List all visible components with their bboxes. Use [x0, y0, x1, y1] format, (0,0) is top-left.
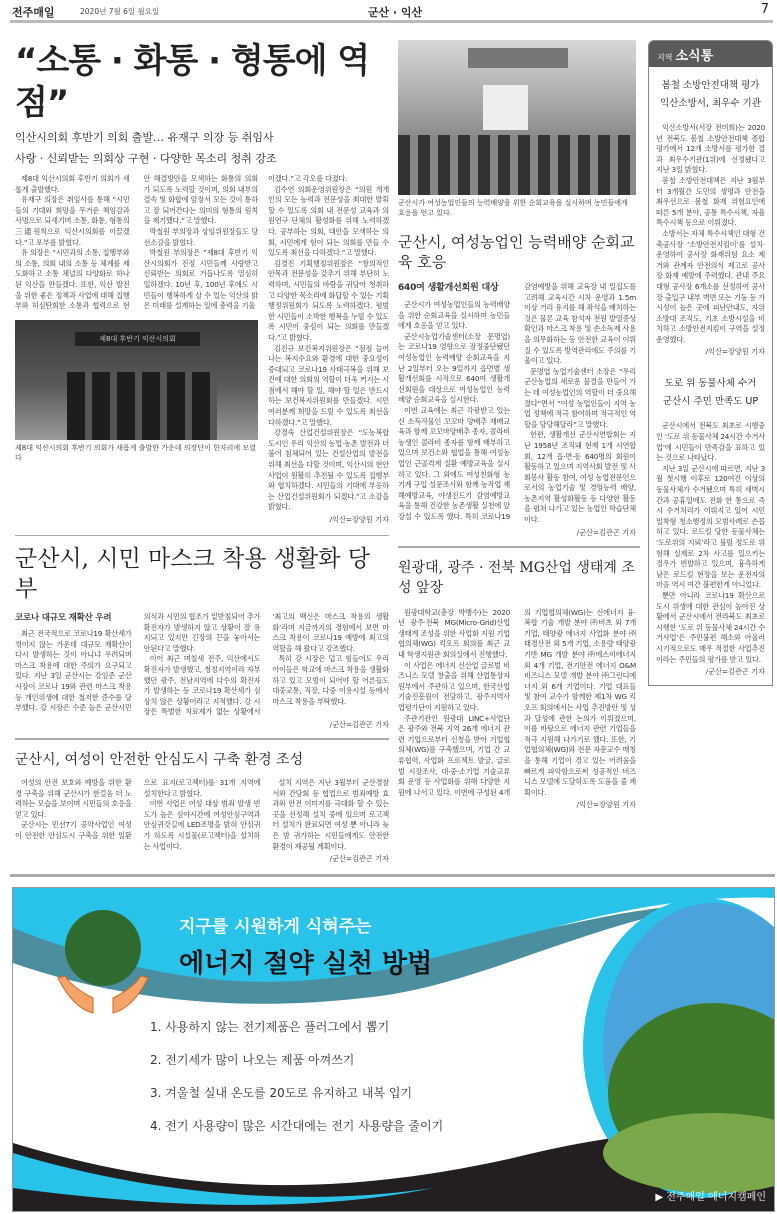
- article1-byline: /익산=장양원 기자: [329, 515, 389, 524]
- paragraph: 김진규 보건복지위원장은 “점점 늘어나는 복지수요와 환경에 대한 중요성이 증대되고 코로나19 사태극복을 위해 보건에 대한 의회의 역할이 더욱 커지는 시점에서 해야 할 일, 해야 할 일은 반드시 하는 보건복지위원회를 만들겠다. 시민 여러분께 희망을 드릴 수 있도록 최선을 다하겠다.”고 말했다.: [268, 343, 389, 427]
- paragraph: 박철원 부의장은 “제8대 후반기 익산시의회가 진정 시민들께 사랑받고 신뢰받는 의회로 거듭나도록 열심히 일하겠다. 10년 후, 100년 후에도 시민들이 행복하게 살 수 있는 익산의 밝은 미래를 설계하는 일에 총력을 기울: [143, 248, 258, 311]
- article5-body: [15, 778, 389, 852]
- paragraph: 소방서는 자체 특수시책인 대형 건축공사장 ‘소방안전지킴이’를 설치·운영하여 공사장 화재위험 요소 제거와 관계자 안전의식 제고로 공사장 화재 예방에 주력했다. 관내 주요 대형 공사장 6개소를 선정하여 공사장 출입구 내부 벽면 또는 기둥 등 가시성이 높은 곳에 피난안내도, 자위소방대 조직도, 기초 소방시설을 비치하고 소방안전지킴이 구역을 설정 운영했다.: [656, 228, 765, 344]
- paragraph: 이 사업은 에너지 신산업 글로벌 비즈니스 모델 창출을 위해 산업통상자원부에서 주관하고 있으며, 한국산업기술진흥원이 전담하고, 광주지역사업평가단이 지원하고 있다.: [398, 660, 510, 712]
- energy-tip: 4. 전기 사용량이 많은 시간대에는 전기 사용량을 줄이기: [150, 1119, 444, 1134]
- article2-byline: /군산=김관곤 기자: [576, 527, 636, 537]
- sidebar-header: [649, 41, 772, 67]
- section-title: 군산 · 익산: [367, 6, 423, 19]
- paragraph: 뿐만 아니라 코로나19 확산으로 도시 위생에 대한 관심이 높아진 상황에서 군산시에서 전라북도 최초로 시행한 ‘도로 위 동물사체 24시간 수거사업’은 주민불편 해소와 아울러 시기적으로도 매우 적절한 사업추진이라는 주민들의 평가를 받고 있다.: [656, 590, 765, 664]
- sidebar-item-byline: /익산=장양원 기자: [705, 347, 765, 357]
- ad-footer-text: 전주매일 에너지캠페인: [666, 1192, 766, 1204]
- page-number: 7: [760, 2, 769, 17]
- divider: [398, 546, 640, 548]
- paragraph: 제8대 익산시의회 후반기 의회가 새롭게 출발했다.: [15, 174, 130, 194]
- audience: [398, 135, 636, 195]
- energy-tip: 2. 전기세가 많이 나오는 제품 아껴쓰기: [150, 1053, 355, 1068]
- page-header: [10, 0, 773, 26]
- paragraph: 강경숙 산업건설위원장은 “도농복합도시인 우리 익산의 농업·농촌 발전과 더불어 침체되어 있는 건설산업의 발전을 위해 최선을 다할 것이며, 익산시의 현안사업이 원활히 추진될 수 있도록 집행부와 협치하겠다. 시민들의 기대에 부응하는 산업건설위원회가 되겠다.”고 소감을 밝혔다.: [268, 428, 389, 512]
- paragraph: 지난 3일 군산시에 따르면, 지난 3월 첫시행 이후로 120여건 이상의 동물사체가 수거됐으며 특히 새벽시간과 공휴일에도 전화 한 통으로 즉시 수거처리가 이뤄지고 있어 시민 밀착형 청소행정의 모범사례로 손꼽히고 있다. 로드킬 당한 동물사체는 ‘도로위의 지뢰’라고 불릴 정도로 위험해 실제로 2차 사고를 일으키는 경우가 빈발하고 있으며, 흉측하게 남은 로드킬 현장을 보는 운전자의 마음 역시 여간 불편한게 아니었다.: [656, 463, 765, 590]
- energy-campaign-ad: [12, 887, 775, 1212]
- paragraph: 군산시에서 전북도 최초로 시행중인 ‘도로 위 동물사체 24시간 수거사업’에 시민들이 만족감을 표하고 있는 것으로 나타났다.: [656, 421, 765, 463]
- sidebar-item-title: 봄철 소방안전대책 평가: [661, 80, 760, 91]
- local-news-sidebar: [648, 40, 773, 686]
- article3-headline: 원광대, 광주 · 전북 MG산업 생태계 조성 앞장: [398, 559, 635, 596]
- sidebar-item-title: 군산시 주민 만족도 UP: [662, 396, 759, 408]
- issue-date: 2020년 7월 6일 월요일: [80, 7, 160, 16]
- sidebar-item-byline: /군산=김관곤 기자: [705, 667, 765, 677]
- page-body: [0, 40, 777, 864]
- paragraph: 김수연 의회운영위원장은 “의원 개개인의 모든 능력과 전문성을 최대한 발휘할 수 있도록 의회 내 전문성 교육과 의원연구 단체의 활성화를 위해 노력하겠다. 공부하는 의회, 대안을 모색하는 의회, 시민에게 힘이 되는 의회를 만들 수 있도록 최선을 다하겠다.”고 말했다.: [268, 184, 389, 258]
- sidebar-item: [649, 77, 772, 357]
- paragraph: 익산소방서(서장 전미희)는 2020년 전북도 봄철 소방안전대책 종합평가에서 12개 소방서를 평가한 결과 최우수기관(1위)에 선정됐다고 지난 3일 밝혔다.: [656, 123, 765, 175]
- article4-headline: 군산시, 시민 마스크 착용 생활화 당부: [15, 546, 370, 602]
- article2-body: [398, 282, 636, 526]
- article2-headline: 군산시, 여성농업인 능력배양 순회교육 호응: [398, 233, 635, 271]
- article1-body-b: [268, 174, 389, 513]
- divider: [15, 535, 389, 536]
- paragraph: 주관기관인 원광대 LINC+사업단은 광주와 전북 지역 26개 에너지 관련 기업으로부터 신청을 받아 기업협의체(WG)를 구축했으며, 기업 간 교류협력, 사업화 프로젝트 발굴, 글로벌 시장조사, 대·중·소기업 기술교류회 운영 등 사업화를 위해 다양한 지원에 나서고 있다. 이번에 구성된 4개의 기업협의체(WG)는 신에너지 융·복합 기술 개발 분야 ㈜비츠 외 7개 기업, 태양광 에너지 사업화 분야 ㈜태경산전 외 5개 기업, 소용량 태양광 기반 MG 개발 분야 ㈜에스이에너지 외 4개 기업, 전기안전 에너지 O&M 비즈니스 모델 개발 분야 ㈜그린디에너지 외 6개 기업이다. 기업 대표들 및 참여 교수가 함께한 제1차 WG 킥오프 회의에서는 사업 추진방안 및 성과 달성에 관한 논의가 이뤄졌으며, 이를 바탕으로 에너지 관련 기업들을 적극 지원해 나가기로 했다. 또한, 기업협의체(WG)와 전문 자문교수 매칭을 통해 기업이 겪고 있는 어려움을 빠르게 파악함으로써 성공적인 비즈니스 모델에 도달하도록 도움을 줄 계획이다.: [398, 607, 636, 797]
- paragraph: 원광대학교(총장 박맹수)는 2020년 광주·전북 MG(Micro-Grid)산업 생태계 조성을 위한 사업화 지원 기업협의체(WG) 킥오프 회의를 최근 교내 학생지원관 회의실에서 진행했다.: [398, 607, 510, 660]
- article5-byline: /군산=김관곤 기자: [329, 854, 389, 864]
- article5-headline: 군산시, 여성이 안전한 안심도시 구축 환경 조성: [15, 751, 304, 768]
- ad-background: [13, 888, 775, 1212]
- newspaper-brand: 전주매일: [12, 6, 55, 19]
- sidebar-item: [649, 375, 772, 677]
- paragraph: 이어 최근 며칠새 전주, 익산에서도 확진자가 발생했고, 청정지역이라 자부했던 광주, 전남지역에 다수의 확진자가 발생하는 등 코로나19 확산세가 심상치 않은 상황이라고 지적했다. 강 시장은 특별한 치료제가 없는 상황에서 ‘최고의 백신은 마스크 착용의 생활화’라며 지금까지의 경험에서 보면 마스크 착용이 코로나19 예방에 최고의 역할을 해 왔다고 강조했다.: [143, 612, 389, 717]
- paragraph: 문명엽 농업기술센터 소장은 “우리 군산농업의 새로운 물결을 만들어 가는 데 여성농업인의 역할이 더 중요해졌다”면서 “여성 농업인들이 지역 농업 정책에 적극 참여하며 적극적인 역할을 담당해달라”고 말했다.: [524, 366, 636, 429]
- sidebar-item-title: 익산소방서, 최우수 기관: [660, 98, 761, 109]
- sidebar-label-small: 지역: [657, 53, 673, 62]
- paragraph: 이번 교육에는 최근 각광받고 있는 신 소득작물인 꼬꼬마 양배추 재배교육과 함께 꼬꼬마양배추 종자, 콜라비 농생인 콜라비 종자를 함께 배부하고 있으며 보건소와 협업을 통해 여성농업인 근골격계 질환 예방교육을 실시하고 있다. 그 외에도 여성친화형 농기계 구입 설문조사와 함께 농작업 재해예방교육, 야생진드기 감염예방교육을 통해 건강한 농촌생활 실천에 앞장설 수 있도록 했다. 특히 코로나19 감염예방을 위해 교육장 내 밀집도를 고려해 교육시간 시차 운영과 1.5m 이상 거리 유지를 해 좌석을 배치하는 것은 물론 교육 참석자 전원 발열증상 확인과 마스크 착용 및 손소독제 사용을 의무화하는 등 안전한 교육이 이뤄질 수 있도록 방역관리에도 주의를 기울이고 있다.: [398, 282, 636, 521]
- education-session-photo: [398, 40, 636, 195]
- article1-headline: “소통 · 화통 · 형통에 역점”: [15, 41, 370, 123]
- projection-screen: [483, 85, 528, 130]
- paragraph: 설치 지역은 지난 3월부터 군산경찰서와 간담회 등 협업으로 범죄예방 효과와 안전 이미지를 극대화 할 수 있는 곳을 선정해 설치 중에 있으며 로고젝터 설치가 완료되면 여성 뿐 아니라 늦은 밤 귀가하는 시민들에게도 안전한 환경이 제공될 계획이다.: [272, 777, 389, 851]
- divider: [15, 738, 389, 740]
- sidebar-label-big: 소식통: [675, 49, 714, 64]
- paragraph: 봄철 소방안전대책은 지난 3월부터 3개월간 도민의 생명과 안전을 최우선으로 봄철 화재 위험요인에 따른 5개 분야, 공통 특수시책, 자율 특수시책 등으로 이뤄졌다.: [656, 175, 765, 228]
- header-rule: [10, 20, 773, 23]
- paragraph: 특히 강 시장은 덥고 힘들어도 우리 아이들은 학교에 마스크 착용을 생활화하고 있고 모범이 되어야 할 어른들도 대중교통, 직장, 다중 이용시설 등에서 마스크 착용을 부탁했다.: [272, 654, 389, 706]
- article1-photo-caption: 제8대 익산시의회 후반기 의회가 새롭게 출발한 가운데 의장단이 한자리에 모였다: [15, 443, 256, 462]
- energy-tip: 1. 사용하지 않는 전기제품은 플러그에서 뽑기: [150, 1020, 390, 1035]
- sidebar-item-title: 도로 위 동물사체 수거: [664, 378, 757, 390]
- article4-subhead: 코로나 대규모 재확산 우려: [15, 613, 112, 623]
- article2-subhead: 640여 생활개선회원 대상: [398, 283, 499, 293]
- left-region: [10, 40, 392, 864]
- paragraph: 이번 사업은 여성 대상 범죄 발생 빈도가 높은 심야시간에 여성안심구역과 안심귀갓길에 LED조명을 밝혀 안심귀가 하도록 시설물(로고젝터)을 설치하는 사업이다.: [143, 799, 261, 851]
- paragraph: 한편, 생활개선 군산시연합회는 지난 1958년 조직돼 현재 1개 시연합회, 12개 읍·면·동 640명의 회원이 활동하고 있으며 지역사회 발전 및 사회봉사 활동 참여, 여성 농업전문인으로서의 농업기술 및 경영능력 배양, 농촌지역 활성화활동 등 다양한 활동을 펼쳐 나가고 있는 농업인 학습단체이다.: [524, 430, 636, 525]
- paragraph: 군산시농업기술센터(소장 문명엽)는 코로나19 영향으로 잠정중단됐던 여성농업인 능력배양 순회교육을 지난 2일부터 오는 9일까지 읍면별 생활개선회를 시작으로 640여 생활개선회원을 대상으로 여성농업인 능력배양 순회교육을 실시한다.: [398, 331, 510, 405]
- people-silhouettes: [67, 372, 217, 440]
- banner: [468, 48, 568, 68]
- article1-main-columns: [15, 174, 258, 463]
- article1-side-column: [268, 174, 389, 525]
- article1-subhead-1: 익산시의회 후반기 의회 출발… 유재구 의장 등 취임사: [15, 131, 274, 144]
- divider: [10, 874, 775, 877]
- paragraph: 최근 전국적으로 코로나19 확산세가 꺾이지 않는 가운데 대규모 재확산이 다시 발생하는 것이 아니냐 우려되며 마스크 착용에 대한 주의가 요구되고 있다. 지난 3일 군산시는 강임준 군산시장이 코로나 19와 관련 마스크 착용 등 개인위생에 대한 철저한 준수를 당부했다. 강 시장은 수준 높은 군산시민 의식과 시민의 협조가 밑받침되어 추가 확진자가 발생하지 않고 상황이 잘 유지되고 있지만 긴장의 끈을 놓아서는 안된다고 말했다.: [15, 612, 261, 713]
- article4-byline: /군산=김관곤 기자: [329, 719, 389, 729]
- ad-title-small: 지구를 시원하게 식혀주는: [179, 917, 372, 938]
- council-group-photo: [15, 320, 258, 440]
- play-arrow-icon: ▶: [655, 1192, 667, 1204]
- ad-footer: [655, 1188, 766, 1203]
- article4-body: [15, 612, 389, 718]
- ad-title-big: 에너지 절약 실천 방법: [179, 949, 433, 980]
- paragraph: 유 의장은 “시민과의 소통, 집행부와의 소통, 의회 내의 소통 등 체계를 제도화하고 소통 채널의 다양화로 하나된 익산을 만들겠다. 또한, 익산 발전을 위한 좋은 정책과 사업에 대해 집행부와 허심탄회한 소통과 협력으로 현안 해결방안을 모색하는 화통의 의회가 되도록 노력할 것이며, 의회 내부의 결속 및 화합에 앞장서 모든 것이 통하고 잘 되어간다는 의미의 형통의 원칙을 제기했다.”고 말했다.: [15, 174, 258, 311]
- paragraph: 박철원 부의장과 상임위원장들도 당선소감을 밝혔다.: [143, 226, 258, 247]
- paragraph: 김경진 기획행정위원장은 “창의적인 안목과 전문성을 갖추기 위해 부단히 노력하며, 시민들의 바람을 귀담아 청취하고 다양한 목소리에 화답할 수 있는 기획행정위원회가 되도록 노력하겠다. 평범한 시민들이 소박한 행복을 누릴 수 있도록 시민이 중심이 되는 의회를 만들겠다.”고 밝혔다.: [268, 258, 389, 342]
- photo-banner: 제8대 후반기 익산시의회: [75, 332, 200, 346]
- article3-byline: /익산=장양원 기자: [576, 800, 636, 810]
- middle-region: [398, 40, 640, 810]
- paragraph: 유재구 의장은 취임사를 통해 “시민들의 기대와 희망을 무거운 책임감과 사명으로 되새기며 소통, 화통, 형통의 三通원칙으로 익산시의회를 이끌겠다.”고 포부를 밝혔다.: [15, 195, 130, 247]
- paragraph: 이겠다.”고 각오를 다졌다.: [268, 174, 348, 183]
- article3-body: [398, 608, 636, 799]
- paragraph: 여성의 안전 보호와 예방을 위한 환경 구축을 위해 군산시가 한걸음 더 노력하는 모습을 보이며 시민들의 호응을 얻고 있다.: [15, 777, 132, 819]
- article1-body-a: [15, 174, 258, 312]
- paragraph: 군산시는 민선7기 공약사업인 여성이 안전한 안심도시 구축을 위한 일환으로 표지(로고젝터)를 31개 지역에 설치한다고 밝혔다.: [15, 777, 261, 840]
- article1-layout: [15, 174, 389, 525]
- energy-tip: 3. 겨울철 실내 온도를 20도로 유지하고 내복 입기: [150, 1086, 413, 1101]
- article2-photo-caption: 군산시가 여성농업인들의 능력배양을 위한 순회교육을 실시하며 농민들에게 호응을 얻고 있다.: [398, 199, 628, 217]
- paragraph: 군산시가 여성농업인들의 능력배양을 위한 순회교육을 실시하며 농민들에게 호응을 얻고 있다.: [398, 300, 510, 331]
- article1-subhead-2: 사랑 · 신뢰받는 의회상 구현 · 다양한 목소리 청취 강조: [15, 152, 277, 165]
